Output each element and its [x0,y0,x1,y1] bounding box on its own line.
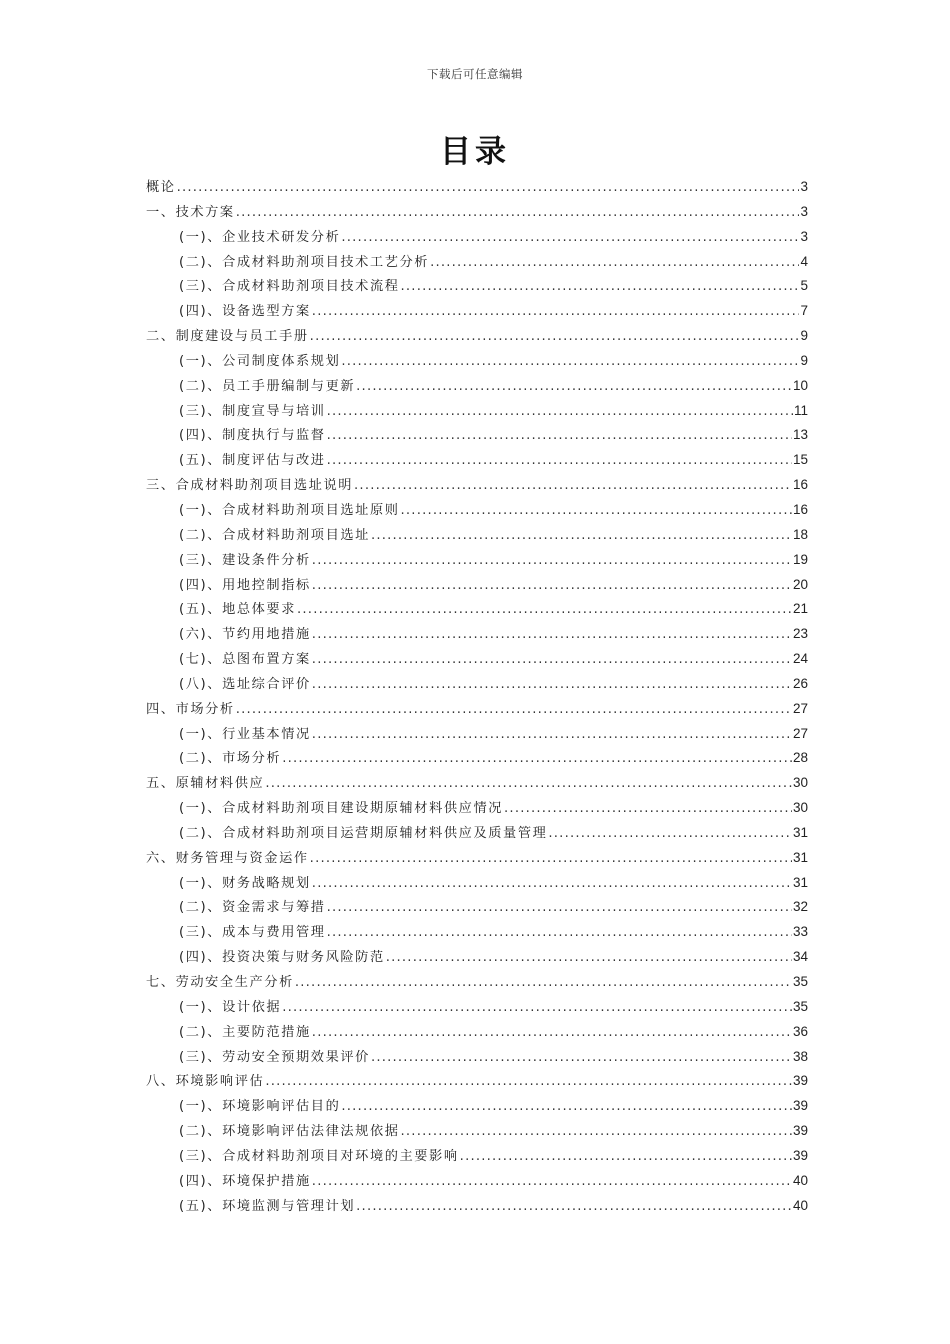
toc-title: 目录 [440,134,510,170]
toc-entry-label: (二)、员工手册编制与更新 [179,378,356,394]
toc-dot-leader [401,275,800,300]
toc-section-entry[interactable] [146,175,808,200]
toc-dot-leader [297,598,792,623]
toc-page-number: 16 [792,501,808,517]
toc-entry-label: 概论 [146,180,176,195]
toc-entry-label: 四、市场分析 [146,701,235,717]
toc-subsection-entry[interactable] [146,250,808,275]
toc-page-number: 33 [792,924,808,940]
toc-page-number: 39 [792,1123,808,1139]
toc-dot-leader [312,623,792,648]
toc-entry-label: (四)、用地控制指标 [179,577,311,593]
toc-dot-leader [460,1145,792,1170]
toc-subsection-entry[interactable] [146,945,808,970]
toc-page-number: 40 [792,1172,808,1188]
toc-page-number: 20 [792,576,808,592]
toc-subsection-entry[interactable] [146,995,808,1020]
toc-page-number: 11 [793,402,808,418]
toc-dot-leader [356,375,792,400]
toc-entry-label: (六)、节约用地措施 [179,627,311,643]
toc-dot-leader [312,872,792,897]
toc-dot-leader [386,946,792,971]
toc-entry-label: (一)、合成材料助剂项目选址原则 [179,502,400,518]
toc-subsection-entry[interactable] [146,1194,808,1219]
toc-section-entry[interactable] [146,473,808,498]
toc-entry-label: 六、财务管理与资金运作 [146,850,309,866]
toc-dot-leader [356,1195,792,1220]
toc-section-entry[interactable] [146,324,808,349]
toc-dot-leader [327,424,792,449]
toc-entry-label: 七、劳动安全生产分析 [146,975,294,990]
toc-page-number: 32 [792,899,808,915]
toc-dot-leader [327,921,792,946]
toc-dot-leader [341,226,799,251]
toc-entry-label: (一)、企业技术研发分析 [179,229,341,245]
toc-entry-label: (四)、环境保护措施 [179,1173,311,1189]
table-of-contents [146,175,808,1218]
toc-page-number: 24 [792,651,808,667]
toc-page-number: 40 [792,1197,808,1213]
toc-entry-label: (一)、行业基本情况 [179,726,311,742]
toc-entry-label: (一)、公司制度体系规划 [179,353,341,369]
toc-dot-leader [341,1095,792,1120]
page-header-note: 下载后可任意编辑 [427,67,523,81]
toc-subsection-entry[interactable] [146,597,808,622]
toc-page-number: 18 [792,526,808,542]
toc-entry-label: (三)、劳动安全预期效果评价 [179,1049,370,1065]
toc-dot-leader [548,822,792,847]
toc-entry-label: (一)、财务战略规划 [179,875,311,891]
toc-section-entry[interactable] [146,1069,808,1094]
toc-dot-leader [312,648,792,673]
toc-entry-label: 三、合成材料助剂项目选址说明 [146,478,354,494]
toc-subsection-entry[interactable] [146,523,808,548]
toc-page-number: 39 [792,1147,808,1163]
toc-entry-label: 五、原辅材料供应 [146,776,265,792]
toc-entry-label: (二)、合成材料助剂项目选址 [179,527,370,543]
toc-entry-label: (四)、投资决策与财务风险防范 [179,950,385,966]
toc-subsection-entry[interactable] [146,299,808,324]
toc-subsection-entry[interactable] [146,1119,808,1144]
toc-dot-leader [312,300,800,325]
toc-subsection-entry[interactable] [146,920,808,945]
toc-page-number: 3 [800,228,808,244]
toc-entry-label: (三)、制度宣导与培训 [179,403,326,419]
toc-dot-leader [312,574,792,599]
toc-subsection-entry[interactable] [146,274,808,299]
toc-page-number: 9 [800,352,808,368]
toc-subsection-entry[interactable] [146,895,808,920]
toc-dot-leader [327,400,793,425]
toc-dot-leader [282,747,792,772]
toc-dot-leader [327,896,792,921]
toc-page-number: 16 [792,477,808,493]
toc-subsection-entry[interactable] [146,349,808,374]
toc-subsection-entry[interactable] [146,1144,808,1169]
toc-page-number: 9 [800,328,808,344]
toc-page-number: 26 [792,675,808,691]
toc-page-number: 7 [800,303,808,319]
toc-page-number: 31 [792,874,808,890]
toc-section-entry[interactable] [146,846,808,871]
toc-entry-label: (二)、合成材料助剂项目技术工艺分析 [179,254,430,270]
toc-dot-leader [265,772,792,797]
toc-subsection-entry[interactable] [146,871,808,896]
toc-page-number: 38 [792,1048,808,1064]
toc-page-number: 36 [792,1023,808,1039]
toc-subsection-entry[interactable] [146,448,808,473]
toc-entry-label: (三)、成本与费用管理 [179,925,326,941]
toc-dot-leader [327,449,792,474]
toc-dot-leader [177,176,800,201]
toc-subsection-entry[interactable] [146,746,808,771]
toc-section-entry[interactable] [146,200,808,225]
toc-entry-label: (二)、市场分析 [179,751,282,767]
toc-dot-leader [401,1120,792,1145]
toc-section-entry[interactable] [146,771,808,796]
toc-entry-label: (三)、建设条件分析 [179,552,311,568]
toc-subsection-entry[interactable] [146,225,808,250]
toc-subsection-entry[interactable] [146,423,808,448]
toc-entry-label: (七)、总图布置方案 [179,652,311,668]
toc-subsection-entry[interactable] [146,796,808,821]
toc-page-number: 3 [800,203,808,219]
toc-dot-leader [341,350,799,375]
toc-page-number: 27 [792,700,808,716]
toc-dot-leader [354,474,792,499]
toc-page-number: 13 [792,427,808,443]
toc-page-number: 19 [792,551,808,567]
toc-subsection-entry[interactable] [146,1020,808,1045]
toc-page-number: 21 [792,601,808,617]
toc-dot-leader [312,723,792,748]
toc-page-number: 31 [792,824,808,840]
toc-dot-leader [282,996,792,1021]
toc-page-number: 3 [800,179,808,194]
toc-entry-label: 二、制度建设与员工手册 [146,329,309,345]
toc-entry-label: 八、环境影响评估 [146,1074,265,1090]
toc-entry-label: (一)、环境影响评估目的 [179,1099,341,1115]
toc-dot-leader [236,201,800,226]
toc-dot-leader [295,971,792,996]
toc-page-number: 34 [792,949,808,965]
toc-page-number: 5 [800,278,808,294]
toc-dot-leader [371,1046,792,1071]
toc-entry-label: 一、技术方案 [146,204,235,220]
toc-subsection-entry[interactable] [146,821,808,846]
toc-subsection-entry[interactable] [146,672,808,697]
toc-section-entry[interactable] [146,697,808,722]
toc-entry-label: (三)、合成材料助剂项目对环境的主要影响 [179,1148,459,1164]
toc-page-number: 30 [792,775,808,791]
toc-page-number: 23 [792,626,808,642]
toc-subsection-entry[interactable] [146,374,808,399]
toc-page-number: 31 [792,849,808,865]
toc-dot-leader [371,524,792,549]
toc-page-number: 4 [800,253,808,269]
toc-entry-label: (八)、选址综合评价 [179,676,311,692]
toc-entry-label: (四)、设备选型方案 [179,304,311,320]
toc-dot-leader [310,325,800,350]
toc-page-number: 35 [792,998,808,1014]
toc-section-entry[interactable] [146,970,808,995]
toc-subsection-entry[interactable] [146,647,808,672]
toc-page-number: 35 [792,974,808,989]
toc-entry-label: (五)、地总体要求 [179,602,297,618]
toc-subsection-entry[interactable] [146,399,808,424]
toc-dot-leader [312,1170,792,1195]
toc-dot-leader [312,673,792,698]
toc-subsection-entry[interactable] [146,498,808,523]
toc-entry-label: (二)、主要防范措施 [179,1024,311,1040]
toc-dot-leader [312,549,792,574]
toc-dot-leader [504,797,792,822]
toc-subsection-entry[interactable] [146,1169,808,1194]
toc-dot-leader [312,1021,792,1046]
toc-subsection-entry[interactable] [146,548,808,573]
toc-dot-leader [430,251,799,276]
toc-entry-label: (三)、合成材料助剂项目技术流程 [179,279,400,295]
toc-page-number: 10 [792,377,808,393]
toc-entry-label: (一)、合成材料助剂项目建设期原辅材料供应情况 [179,801,504,817]
toc-page-number: 39 [792,1098,808,1114]
toc-subsection-entry[interactable] [146,1045,808,1070]
toc-entry-label: (五)、环境监测与管理计划 [179,1198,356,1214]
toc-entry-label: (二)、资金需求与筹措 [179,900,326,916]
toc-page-number: 28 [792,750,808,766]
toc-dot-leader [265,1070,792,1095]
toc-dot-leader [310,847,792,872]
toc-page-number: 30 [792,800,808,816]
toc-page-number: 27 [792,725,808,741]
toc-subsection-entry[interactable] [146,1094,808,1119]
toc-entry-label: (四)、制度执行与监督 [179,428,326,444]
toc-dot-leader [401,499,792,524]
toc-entry-label: (一)、设计依据 [179,999,282,1015]
toc-dot-leader [236,698,792,723]
toc-entry-label: (二)、合成材料助剂项目运营期原辅材料供应及质量管理 [179,825,548,841]
toc-subsection-entry[interactable] [146,622,808,647]
toc-subsection-entry[interactable] [146,722,808,747]
toc-page-number: 15 [792,452,808,468]
toc-subsection-entry[interactable] [146,573,808,598]
toc-entry-label: (二)、环境影响评估法律法规依据 [179,1124,400,1140]
toc-page-number: 39 [792,1073,808,1089]
toc-entry-label: (五)、制度评估与改进 [179,453,326,469]
